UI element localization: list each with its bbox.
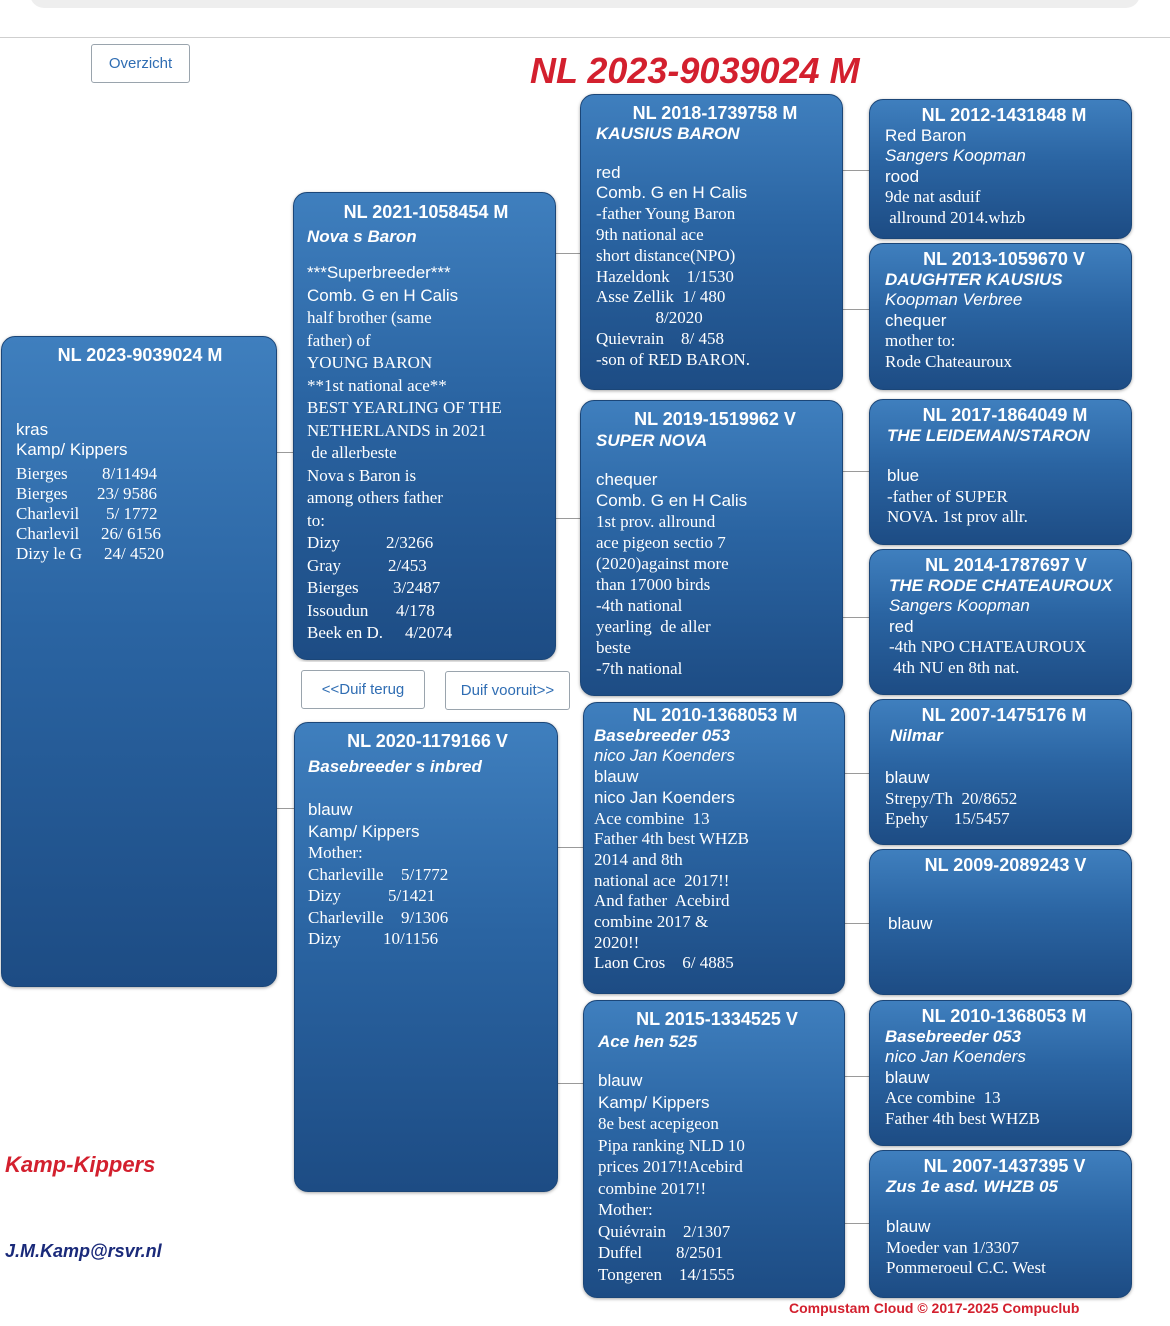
- subject-card[interactable]: [1, 336, 277, 987]
- pigeon-name: DAUGHTER KAUSIUS: [885, 269, 1063, 289]
- note: yearling de aller: [596, 617, 711, 636]
- note: short distance(NPO): [596, 245, 736, 265]
- note: Mother:: [598, 1200, 653, 1219]
- pigeon-name: Ace hen 525: [598, 1031, 698, 1051]
- result-row: Bierges 3/2487: [307, 578, 441, 597]
- result-row: Dizy 5/1421: [308, 886, 436, 905]
- owner: Kamp/ Kippers: [16, 440, 128, 459]
- color: red: [889, 616, 914, 636]
- note: Father 4th best WHZB: [885, 1108, 1041, 1128]
- ring-number: NL 2009-2089243 V: [924, 855, 1087, 875]
- father-card[interactable]: [293, 192, 556, 660]
- color: rood: [885, 166, 920, 186]
- note: among others father: [307, 488, 443, 507]
- ff-card[interactable]: [580, 94, 843, 390]
- result-row: Gray 2/453: [307, 555, 427, 575]
- note: combine 2017!!: [598, 1178, 707, 1198]
- connector: [843, 617, 869, 618]
- connector: [556, 253, 580, 254]
- note: Hazeldonk 1/1530: [596, 266, 734, 286]
- note: Pipa ranking NLD 10: [598, 1135, 745, 1155]
- ring-number: NL 2010-1368053 M: [921, 1006, 1087, 1026]
- pigeon-name: KAUSIUS BARON: [596, 123, 740, 143]
- connector: [277, 808, 295, 809]
- top-bar: [30, 0, 1140, 8]
- note: than 17000 birds: [596, 575, 711, 594]
- note: -7th national: [596, 659, 683, 678]
- ring-number: NL 2010-1368053 M: [632, 705, 798, 725]
- note: 8/2020: [596, 308, 703, 328]
- note: BEST YEARLING OF THE: [307, 398, 502, 417]
- note: Rode Chateauroux: [885, 351, 1012, 371]
- note: ***Superbreeder***: [307, 263, 451, 282]
- ring-number: NL 2012-1431848 M: [921, 105, 1087, 125]
- note: beste: [596, 638, 631, 657]
- note: Duffel 8/2501: [598, 1243, 724, 1262]
- breeder: nico Jan Koenders: [885, 1047, 1026, 1066]
- connector: [558, 847, 583, 848]
- note: YOUNG BARON: [307, 353, 433, 372]
- note: national ace 2017!!: [594, 870, 730, 890]
- owner: nico Jan Koenders: [594, 787, 735, 807]
- breeder: nico Jan Koenders: [594, 746, 735, 766]
- note: 9th national ace: [596, 224, 704, 244]
- note: Pommeroeul C.C. West: [886, 1258, 1046, 1277]
- mfm-card[interactable]: [869, 849, 1132, 995]
- ring-number: NL 2014-1787697 V: [925, 555, 1087, 575]
- owner: Comb. G en H Calis: [307, 285, 459, 305]
- forward-button[interactable]: Duif vooruit>>: [445, 671, 570, 710]
- result-row: Dizy 2/3266: [307, 533, 434, 552]
- ring-number: NL 2007-1437395 V: [923, 1156, 1086, 1176]
- color: chequer: [885, 310, 947, 330]
- note: NETHERLANDS in 2021: [307, 420, 487, 440]
- owner: Comb. G en H Calis: [596, 183, 748, 203]
- result-row: Bierges 23/ 9586: [16, 484, 157, 503]
- note: Laon Cros 6/ 4885: [594, 953, 734, 973]
- pigeon-name: THE LEIDEMAN/STARON: [887, 425, 1090, 445]
- note: 9de nat asduif: [885, 187, 981, 206]
- pigeon-name: Zus 1e asd. WHZB 05: [886, 1176, 1058, 1196]
- note: Father 4th best WHZB: [594, 829, 750, 849]
- note: Quievrain 8/ 458: [596, 328, 724, 348]
- mmf-card[interactable]: [869, 1000, 1132, 1146]
- color: blauw: [888, 913, 933, 933]
- connector: [843, 471, 869, 472]
- note: Mother:: [308, 843, 363, 862]
- pigeon-name: Red Baron: [885, 125, 967, 145]
- note: Ace combine 13: [885, 1088, 1001, 1107]
- note: 4th NU en 8th nat.: [889, 657, 1020, 677]
- note: prices 2017!!Acebird: [598, 1157, 743, 1176]
- breeder: Koopman Verbree: [885, 290, 1023, 309]
- connector: [843, 309, 869, 310]
- ffm-card[interactable]: [869, 243, 1132, 390]
- note: 2014 and 8th: [594, 849, 683, 869]
- note: Asse Zellik 1/ 480: [596, 287, 726, 307]
- note: 8e best acepigeon: [598, 1114, 719, 1133]
- result-row: Charleville 5/1772: [308, 864, 449, 884]
- note: father) of: [307, 330, 371, 350]
- fmm-card[interactable]: [869, 549, 1132, 695]
- ring-number: NL 2019-1519962 V: [634, 409, 796, 429]
- back-button[interactable]: <<Duif terug: [301, 670, 425, 709]
- owner: Kamp/ Kippers: [308, 821, 420, 841]
- mf-card[interactable]: [583, 702, 845, 994]
- note: -4th NPO CHATEAUROUX: [889, 637, 1087, 656]
- note: Epehy 15/5457: [885, 809, 1010, 828]
- pigeon-name: Nilmar: [890, 725, 943, 745]
- ring-number: NL 2017-1864049 M: [922, 405, 1088, 425]
- note: Ace combine 13: [594, 808, 710, 828]
- ring-number: NL 2007-1475176 M: [921, 705, 1087, 725]
- note: Quiévrain 2/1307: [598, 1221, 731, 1241]
- ring-number: NL 2020-1179166 V: [347, 731, 508, 751]
- note: -4th national: [596, 596, 683, 615]
- note: to:: [307, 510, 325, 530]
- result-row: Charlevil 5/ 1772: [16, 504, 158, 523]
- note: Tongeren 14/1555: [598, 1264, 735, 1284]
- result-row: Dizy le G 24/ 4520: [16, 544, 164, 563]
- connector: [556, 518, 580, 519]
- owner: Kamp/ Kippers: [598, 1092, 710, 1112]
- header-divider: [0, 37, 1170, 38]
- fff-card[interactable]: [869, 99, 1132, 239]
- mff-card[interactable]: [869, 699, 1132, 845]
- color: blauw: [598, 1071, 643, 1090]
- color: blauw: [885, 1067, 930, 1087]
- result-row: Dizy 10/1156: [308, 929, 439, 948]
- pigeon-name: Basebreeder 053: [885, 1026, 1022, 1046]
- note: -father of SUPER: [887, 486, 1008, 506]
- note: -son of RED BARON.: [596, 349, 750, 369]
- note: 2020!!: [594, 932, 640, 952]
- result-row: Charleville 9/1306: [308, 907, 449, 927]
- note: NOVA. 1st prov allr.: [887, 507, 1028, 526]
- result-row: Beek en D. 4/2074: [307, 623, 453, 642]
- note: 1st prov. allround: [596, 512, 716, 531]
- color: blue: [887, 466, 920, 485]
- copyright: Compustam Cloud © 2017-2025 Compuclub: [789, 1300, 1080, 1316]
- note: Moeder van 1/3307: [886, 1237, 1020, 1257]
- color: blauw: [886, 1217, 931, 1236]
- note: ace pigeon sectio 7: [596, 533, 726, 552]
- note: Nova s Baron is: [307, 465, 417, 485]
- ring-number: NL 2023-9039024 M: [57, 345, 223, 365]
- mmm-card[interactable]: [869, 1150, 1132, 1298]
- result-row: Charlevil 26/ 6156: [16, 524, 161, 543]
- note: Strepy/Th 20/8652: [885, 788, 1018, 808]
- color: blauw: [885, 768, 930, 787]
- fmf-card[interactable]: [869, 399, 1132, 545]
- ring-number: NL 2021-1058454 M: [343, 202, 509, 222]
- connector: [845, 1223, 869, 1224]
- color: blauw: [308, 800, 353, 819]
- note: -father Young Baron: [596, 204, 736, 224]
- note: mother to:: [885, 331, 956, 350]
- pigeon-name: Basebreeder 053: [594, 725, 731, 745]
- color: blauw: [594, 767, 639, 787]
- breeder: Sangers Koopman: [885, 146, 1026, 165]
- result-row: Issoudun 4/178: [307, 600, 435, 620]
- note: allround 2014.whzb: [885, 207, 1026, 227]
- note: (2020)against more: [596, 554, 729, 573]
- mm-card[interactable]: [583, 1000, 845, 1298]
- color: kras: [16, 420, 49, 439]
- pigeon-name: Nova s Baron: [307, 226, 417, 246]
- result-row: Bierges 8/11494: [16, 464, 158, 483]
- pigeon-name: Basebreeder s inbred: [308, 756, 482, 776]
- pigeon-name: THE RODE CHATEAUROUX: [889, 575, 1113, 595]
- owner-name: Kamp-Kippers: [5, 1152, 156, 1177]
- fm-card[interactable]: [580, 400, 843, 696]
- breeder: Sangers Koopman: [889, 596, 1030, 615]
- connector: [558, 1083, 583, 1084]
- note: combine 2017 &: [594, 912, 709, 932]
- connector: [845, 923, 869, 924]
- page-title: NL 2023-9039024 M: [530, 50, 860, 91]
- overview-button[interactable]: Overzicht: [91, 44, 190, 83]
- ring-number: NL 2015-1334525 V: [636, 1009, 798, 1029]
- ring-number: NL 2013-1059670 V: [923, 249, 1085, 269]
- color: red: [596, 162, 621, 182]
- note: **1st national ace**: [307, 375, 447, 395]
- mother-card[interactable]: [294, 722, 558, 1192]
- pigeon-name: SUPER NOVA: [596, 431, 708, 450]
- color: chequer: [596, 470, 658, 489]
- ring-number: NL 2018-1739758 M: [632, 103, 798, 123]
- note: And father Acebird: [594, 891, 730, 911]
- note: half brother (same: [307, 308, 432, 327]
- owner-email[interactable]: J.M.Kamp@rsvr.nl: [5, 1241, 162, 1261]
- owner: Comb. G en H Calis: [596, 491, 748, 510]
- note: de allerbeste: [307, 443, 397, 462]
- connector: [845, 773, 869, 774]
- connector: [845, 1076, 869, 1077]
- connector: [277, 452, 293, 453]
